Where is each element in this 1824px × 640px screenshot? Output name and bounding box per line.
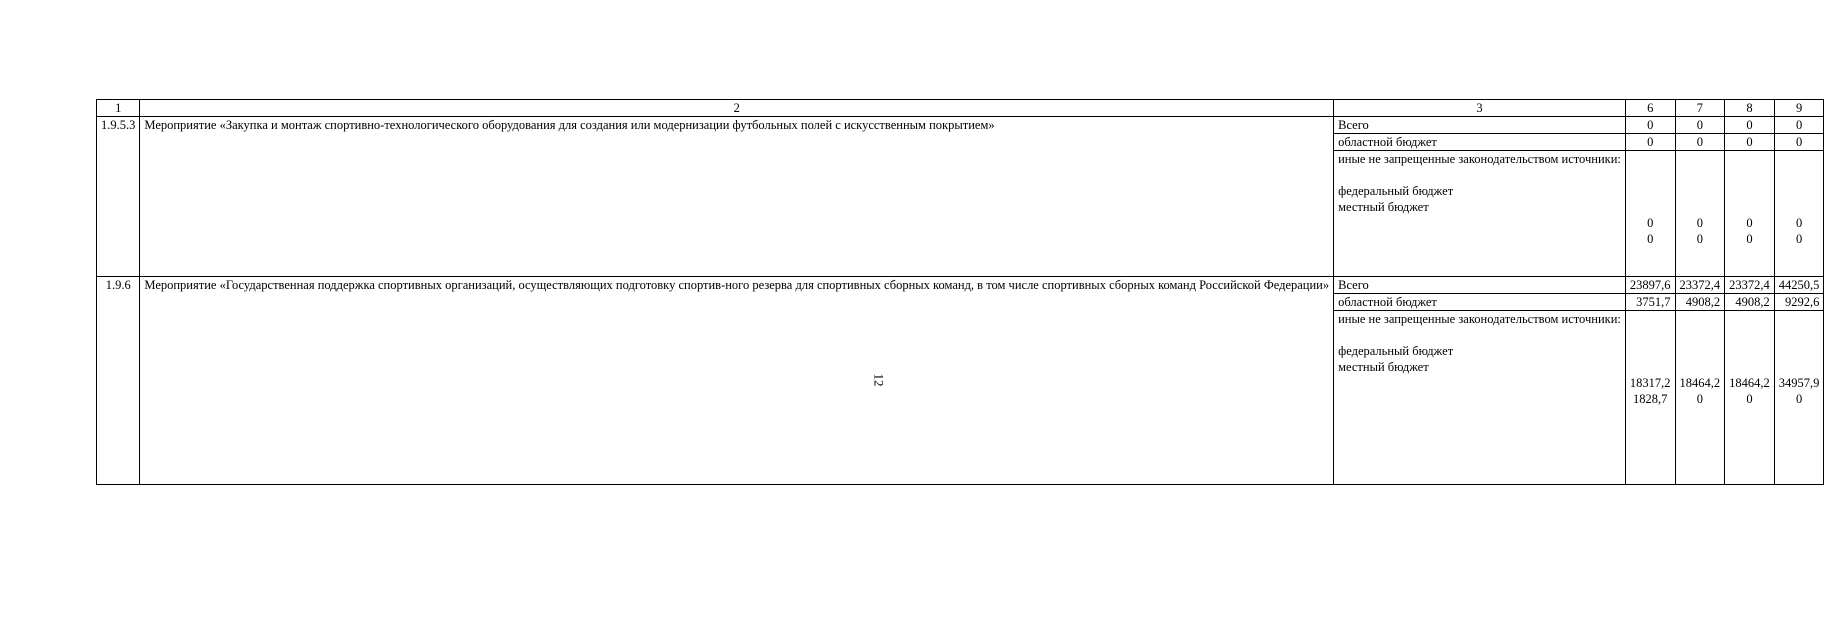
local-v8: 0 xyxy=(1746,232,1753,246)
local-v7: 0 xyxy=(1696,232,1703,246)
total-v8: 0 xyxy=(1725,117,1775,134)
sources-v7 xyxy=(1675,151,1725,277)
federal-v7: 0 xyxy=(1696,216,1703,230)
budget-table xyxy=(96,99,1824,485)
row-code: 1.9.5.3 xyxy=(97,117,140,277)
local-v6: 1828,7 xyxy=(1633,392,1668,406)
sources-v7 xyxy=(1675,311,1725,485)
regional-label: областной бюджет xyxy=(1334,134,1626,151)
sources-v8 xyxy=(1725,151,1775,277)
local-v7: 0 xyxy=(1696,392,1703,406)
header-cell-7: 7 xyxy=(1675,100,1725,117)
local-v9: 0 xyxy=(1795,232,1803,246)
other-sources-label: иные не запрещенные законодательством источники: xyxy=(1338,152,1621,166)
header-cell-8: 8 xyxy=(1725,100,1775,117)
federal-v6: 0 xyxy=(1647,216,1654,230)
row-name: Мероприятие «Государственная поддержка спортивных организаций, осуществляющих подготовку спортив-ного резерва для спортивных сборных команд, в том числе спортивных сборных команд Российской Федерации» xyxy=(140,277,1334,485)
regional-v8: 0 xyxy=(1725,134,1775,151)
other-sources-label: иные не запрещенные законодательством источники: xyxy=(1338,312,1621,326)
local-v6: 0 xyxy=(1647,232,1654,246)
regional-v6: 3751,7 xyxy=(1625,294,1675,311)
local-label: местный бюджет xyxy=(1338,200,1429,214)
total-v6: 0 xyxy=(1625,117,1675,134)
regional-v6: 0 xyxy=(1625,134,1675,151)
table-row xyxy=(97,277,1824,294)
other-sources-cell xyxy=(1334,311,1626,485)
row-code: 1.9.6 xyxy=(97,277,140,485)
total-v8: 23372,4 xyxy=(1725,277,1775,294)
federal-v8: 0 xyxy=(1746,216,1753,230)
regional-v8: 4908,2 xyxy=(1725,294,1775,311)
federal-v7: 18464,2 xyxy=(1679,376,1721,390)
other-sources-cell xyxy=(1334,151,1626,277)
local-label: местный бюджет xyxy=(1338,360,1429,374)
regional-v7: 0 xyxy=(1675,134,1725,151)
federal-v9: 0 xyxy=(1795,216,1803,230)
federal-label: федеральный бюджет xyxy=(1338,344,1454,358)
regional-v9: 9292,6 xyxy=(1774,294,1824,311)
federal-v8: 18464,2 xyxy=(1729,376,1770,390)
page-number: 12 xyxy=(871,373,887,387)
total-v9: 44250,5 xyxy=(1774,277,1824,294)
sources-v6 xyxy=(1625,151,1675,277)
regional-label: областной бюджет xyxy=(1334,294,1626,311)
table-row xyxy=(97,117,1824,134)
total-v7: 0 xyxy=(1675,117,1725,134)
regional-v9: 0 xyxy=(1774,134,1824,151)
federal-v6: 18317,2 xyxy=(1629,376,1671,390)
header-cell-9: 9 xyxy=(1774,100,1824,117)
total-v7: 23372,4 xyxy=(1675,277,1725,294)
total-label: Всего xyxy=(1334,117,1626,134)
sources-v9 xyxy=(1774,311,1824,485)
total-label: Всего xyxy=(1334,277,1626,294)
header-cell-2: 2 xyxy=(140,100,1334,117)
total-v9: 0 xyxy=(1774,117,1824,134)
sources-v6 xyxy=(1625,311,1675,485)
sources-v8 xyxy=(1725,311,1775,485)
row-name: Мероприятие «Закупка и монтаж спортивно-технологического оборудования для создания или модернизации футбольных полей с искусственным покрытием» xyxy=(140,117,1334,277)
regional-v7: 4908,2 xyxy=(1675,294,1725,311)
federal-v9: 34957,9 xyxy=(1778,376,1820,390)
header-cell-3: 3 xyxy=(1334,100,1626,117)
local-v8: 0 xyxy=(1746,392,1753,406)
local-v9: 0 xyxy=(1795,392,1803,406)
header-cell-6: 6 xyxy=(1625,100,1675,117)
total-v6: 23897,6 xyxy=(1625,277,1675,294)
sources-v9 xyxy=(1774,151,1824,277)
federal-label: федеральный бюджет xyxy=(1338,184,1454,198)
header-cell-1: 1 xyxy=(97,100,140,117)
header-row xyxy=(97,100,1824,117)
